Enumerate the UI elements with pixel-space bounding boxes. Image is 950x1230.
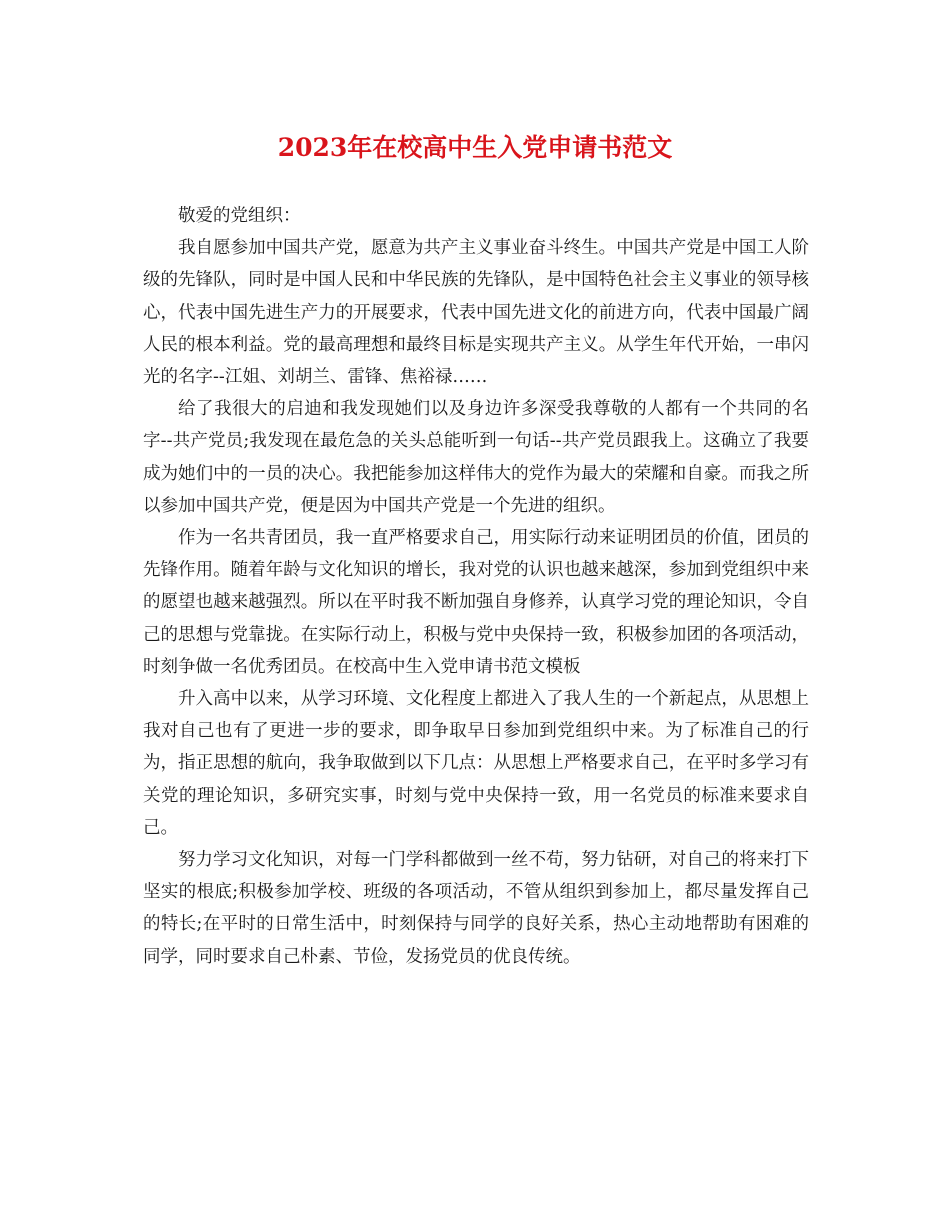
paragraph-3: 作为一名共青团员，我一直严格要求自己，用实际行动来证明团员的价值，团员的先锋作用。随着年龄与文化知识的增长，我对党的认识也越来越深，参加到党组织中来的愿望也越来越强烈。所以在平时我不断加强自身修养，认真学习党的理论知识，令自己的思想与党靠拢。在实际行动上，积极与党中央保持一致，积极参加团的各项活动，时刻争做一名优秀团员。在校高中生入党申请书范文模板 — [143, 528, 809, 677]
paragraph-5: 努力学习文化知识，对每一门学科都做到一丝不苟，努力钻研，对自己的将来打下坚实的根底;积极参加学校、班级的各项活动，不管从组织到参加上，都尽量发挥自己的特长;在平时的日常生活中，时刻保持与同学的良好关系，热心主动地帮助有困难的同学，同时要求自己朴素、节俭，发扬党员的优良传统。 — [143, 850, 809, 967]
paragraph-4: 升入高中以来，从学习环境、文化程度上都进入了我人生的一个新起点，从思想上我对自己也有了更进一步的要求，即争取早日参加到党组织中来。为了标准自己的行为，指正思想的航向，我争取做到以下几点：从思想上严格要求自己，在平时多学习有关党的理论知识，多研究实事，时刻与党中央保持一致，用一名党员的标准来要求自己。 — [143, 689, 809, 838]
document-body — [143, 200, 809, 973]
salutation: 敬爱的党组织： — [178, 206, 301, 226]
paragraph-2: 给了我很大的启迪和我发现她们以及身边许多深受我尊敬的人都有一个共同的名字--共产党员;我发现在最危急的关头总能听到一句话--共产党员跟我上。这确立了我要成为她们中的一员的决心。我把能参加这样伟大的党作为最大的荣耀和自豪。而我之所以参加中国共产党，便是因为中国共产党是一个先进的组织。 — [143, 399, 809, 516]
document-title: 2023年在校高中生入党申请书范文 — [277, 133, 673, 162]
paragraph-1: 我自愿参加中国共产党，愿意为共产主义事业奋斗终生。中国共产党是中国工人阶级的先锋队，同时是中国人民和中华民族的先锋队，是中国特色社会主义事业的领导核心，代表中国先进生产力的开展要求，代表中国先进文化的前进方向，代表中国最广阔人民的根本利益。党的最高理想和最终目标是实现共产主义。从学生年代开始，一串闪光的名字--江姐、刘胡兰、雷锋、焦裕禄…… — [143, 238, 809, 388]
